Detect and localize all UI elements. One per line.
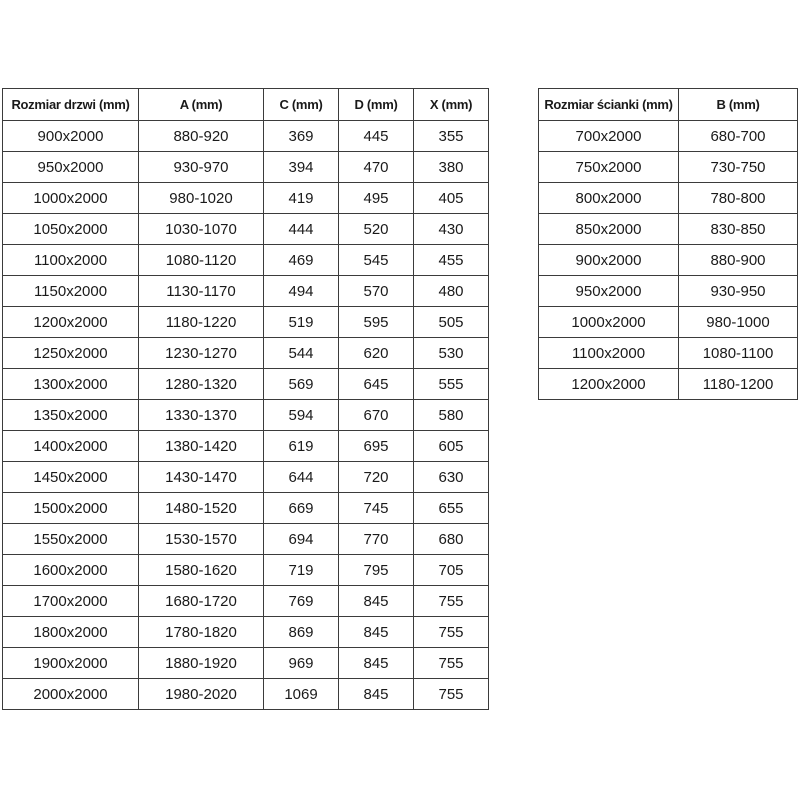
table-cell: 720 (339, 462, 414, 493)
table-cell: 770 (339, 524, 414, 555)
table-row (3, 648, 489, 679)
table-row (539, 369, 798, 400)
table-cell: 800x2000 (539, 183, 679, 214)
table-cell: 1100x2000 (3, 245, 139, 276)
table-cell: 580 (414, 400, 489, 431)
table-cell: 2000x2000 (3, 679, 139, 710)
table-cell: 1430-1470 (139, 462, 264, 493)
table-cell: 480 (414, 276, 489, 307)
header-row (3, 89, 489, 121)
table-cell: 1380-1420 (139, 431, 264, 462)
table-cell: 405 (414, 183, 489, 214)
table-cell: 1069 (264, 679, 339, 710)
table-row (539, 338, 798, 369)
table-cell: 1000x2000 (3, 183, 139, 214)
table-cell: 569 (264, 369, 339, 400)
column-header: Rozmiar drzwi (mm) (3, 89, 139, 121)
table-row (3, 462, 489, 493)
table-cell: 1400x2000 (3, 431, 139, 462)
table-cell: 1200x2000 (539, 369, 679, 400)
table-cell: 1900x2000 (3, 648, 139, 679)
table-cell: 444 (264, 214, 339, 245)
table-cell: 930-970 (139, 152, 264, 183)
table-cell: 544 (264, 338, 339, 369)
table-row (539, 121, 798, 152)
table-cell: 469 (264, 245, 339, 276)
table-row (3, 369, 489, 400)
table-cell: 680-700 (679, 121, 798, 152)
table-cell: 505 (414, 307, 489, 338)
table-row (3, 338, 489, 369)
table-cell: 570 (339, 276, 414, 307)
table-cell: 470 (339, 152, 414, 183)
table-cell: 1150x2000 (3, 276, 139, 307)
table-cell: 755 (414, 586, 489, 617)
table-cell: 869 (264, 617, 339, 648)
table-row (3, 214, 489, 245)
table-cell: 900x2000 (3, 121, 139, 152)
table-row (3, 431, 489, 462)
table-cell: 455 (414, 245, 489, 276)
table-cell: 1250x2000 (3, 338, 139, 369)
table-cell: 930-950 (679, 276, 798, 307)
table-row (539, 245, 798, 276)
table-cell: 750x2000 (539, 152, 679, 183)
table-cell: 1300x2000 (3, 369, 139, 400)
column-header: C (mm) (264, 89, 339, 121)
table-cell: 380 (414, 152, 489, 183)
table-row (3, 121, 489, 152)
table-cell: 1050x2000 (3, 214, 139, 245)
table-cell: 845 (339, 617, 414, 648)
table-cell: 845 (339, 679, 414, 710)
table-row (539, 152, 798, 183)
table-cell: 755 (414, 679, 489, 710)
table-row (3, 152, 489, 183)
table-row (3, 555, 489, 586)
table-cell: 780-800 (679, 183, 798, 214)
table-cell: 644 (264, 462, 339, 493)
table-cell: 605 (414, 431, 489, 462)
table-cell: 1130-1170 (139, 276, 264, 307)
table-cell: 755 (414, 648, 489, 679)
table-cell: 880-900 (679, 245, 798, 276)
table-row (539, 214, 798, 245)
column-header: B (mm) (679, 89, 798, 121)
table-cell: 1980-2020 (139, 679, 264, 710)
table-cell: 900x2000 (539, 245, 679, 276)
table-cell: 1200x2000 (3, 307, 139, 338)
table-cell: 520 (339, 214, 414, 245)
table-row (3, 524, 489, 555)
table-cell: 445 (339, 121, 414, 152)
table-cell: 1000x2000 (539, 307, 679, 338)
table-cell: 495 (339, 183, 414, 214)
table-cell: 845 (339, 586, 414, 617)
header-row (539, 89, 798, 121)
table-cell: 419 (264, 183, 339, 214)
table-cell: 1030-1070 (139, 214, 264, 245)
table-cell: 1500x2000 (3, 493, 139, 524)
column-header: X (mm) (414, 89, 489, 121)
table-cell: 795 (339, 555, 414, 586)
table-cell: 700x2000 (539, 121, 679, 152)
table-cell: 545 (339, 245, 414, 276)
table-row (3, 493, 489, 524)
table-cell: 1350x2000 (3, 400, 139, 431)
table-cell: 670 (339, 400, 414, 431)
table-cell: 950x2000 (539, 276, 679, 307)
table-cell: 1780-1820 (139, 617, 264, 648)
table-cell: 530 (414, 338, 489, 369)
table-cell: 369 (264, 121, 339, 152)
table-cell: 719 (264, 555, 339, 586)
table-cell: 1180-1200 (679, 369, 798, 400)
table-cell: 1330-1370 (139, 400, 264, 431)
table-cell: 655 (414, 493, 489, 524)
table-row (539, 307, 798, 338)
table-row (3, 617, 489, 648)
column-header: A (mm) (139, 89, 264, 121)
table-cell: 830-850 (679, 214, 798, 245)
table-cell: 1680-1720 (139, 586, 264, 617)
table-cell: 969 (264, 648, 339, 679)
column-header: Rozmiar ścianki (mm) (539, 89, 679, 121)
table-cell: 755 (414, 617, 489, 648)
table-cell: 430 (414, 214, 489, 245)
table-cell: 950x2000 (3, 152, 139, 183)
table-cell: 845 (339, 648, 414, 679)
table-cell: 620 (339, 338, 414, 369)
table-cell: 519 (264, 307, 339, 338)
table-cell: 694 (264, 524, 339, 555)
table-cell: 355 (414, 121, 489, 152)
table-cell: 1880-1920 (139, 648, 264, 679)
table-cell: 1550x2000 (3, 524, 139, 555)
wall-sizes-table (538, 88, 798, 400)
table-cell: 980-1000 (679, 307, 798, 338)
table-cell: 1080-1100 (679, 338, 798, 369)
table-cell: 880-920 (139, 121, 264, 152)
table-row (3, 586, 489, 617)
table-cell: 619 (264, 431, 339, 462)
table-cell: 730-750 (679, 152, 798, 183)
table-cell: 1600x2000 (3, 555, 139, 586)
table-cell: 1100x2000 (539, 338, 679, 369)
table-row (539, 183, 798, 214)
table-cell: 630 (414, 462, 489, 493)
table-cell: 1080-1120 (139, 245, 264, 276)
table-cell: 394 (264, 152, 339, 183)
table-cell: 594 (264, 400, 339, 431)
table-row (3, 400, 489, 431)
table-cell: 1580-1620 (139, 555, 264, 586)
table-cell: 595 (339, 307, 414, 338)
table-cell: 1180-1220 (139, 307, 264, 338)
table-cell: 1700x2000 (3, 586, 139, 617)
table-cell: 1230-1270 (139, 338, 264, 369)
door-sizes-table (2, 88, 489, 710)
table-cell: 745 (339, 493, 414, 524)
table-row (3, 679, 489, 710)
table-cell: 669 (264, 493, 339, 524)
table-row (3, 276, 489, 307)
table-cell: 695 (339, 431, 414, 462)
table-row (3, 307, 489, 338)
table-cell: 980-1020 (139, 183, 264, 214)
table-row (3, 245, 489, 276)
table-cell: 1530-1570 (139, 524, 264, 555)
table-cell: 1480-1520 (139, 493, 264, 524)
table-cell: 1800x2000 (3, 617, 139, 648)
column-header: D (mm) (339, 89, 414, 121)
table-cell: 769 (264, 586, 339, 617)
table-cell: 555 (414, 369, 489, 400)
table-cell: 1280-1320 (139, 369, 264, 400)
table-cell: 705 (414, 555, 489, 586)
table-cell: 850x2000 (539, 214, 679, 245)
table-cell: 1450x2000 (3, 462, 139, 493)
table-cell: 680 (414, 524, 489, 555)
table-cell: 645 (339, 369, 414, 400)
table-row (539, 276, 798, 307)
table-cell: 494 (264, 276, 339, 307)
table-row (3, 183, 489, 214)
